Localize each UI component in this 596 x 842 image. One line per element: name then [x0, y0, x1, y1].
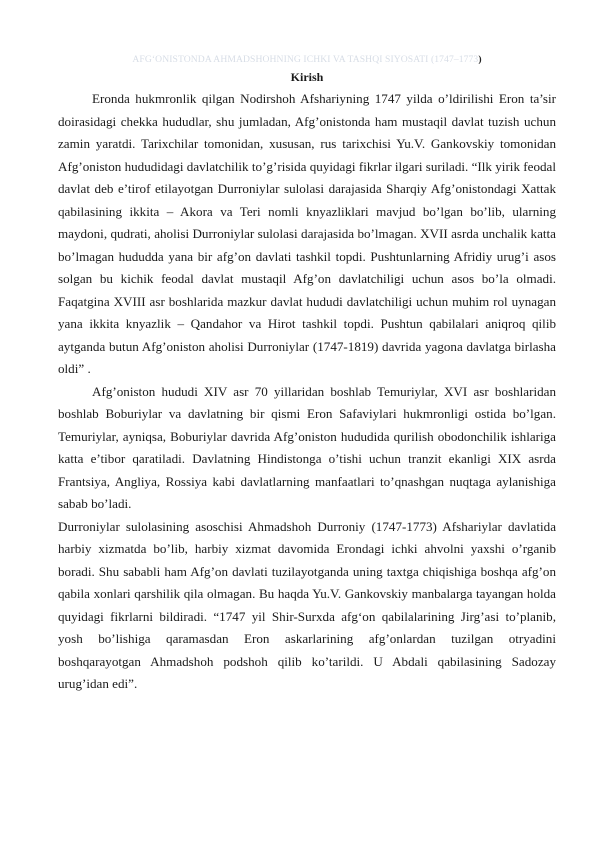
paragraph-1: Eronda hukmronlik qilgan Nodirshoh Afshariyning 1747 yilda o’ldirilishi Eron ta’sir doirasidagi chekka hududlar, shu jumladan, Afg’onistonda ham mustaqil davlat tuzish uchun zamin yaratdi. Tarixchilar tomonidan, xususan, rus tarixchisi Yu.V. Gankovskiy tomonidan Afg’oniston hududidagi davlatchilik to’g’risida quyidagi fikrlar ilgari suriladi. “Ilk yirik feodal davlat deb e’tirof etilayotgan Durroniylar sulolasi darajasida Sharqiy Afg’onistondagi Xattak qabilasining ikkita – Akora va Teri nomli knyazliklari mavjud bo’lgan bo’lib, ularning maydoni, qudrati, aholisi Durroniylar sulolasi darajasida bo’lmagan. XVII asrda unchalik katta bo’lmagan hududda yana bir afg’on davlati tashkil topdi. Pushtunlarning Afridiy urug’i asos solgan bu kichik feodal davlat mustaqil Afg’on davlatchiligi uchun asos bo’la olmadi. Faqatgina XVIII asr boshlarida mazkur davlat hududi davlatchiligi uchun muhim rol uynagan yana ikkita knyazlik – Qandahor va Hirot tashkil topdi. Pushtun qabilalari aniqroq qilib aytganda butun Afg’oniston aholisi Durroniylar (1747-1819) davrida yagona davlatga birlasha oldi” . — [58, 91, 556, 376]
section-heading: Kirish — [290, 70, 324, 84]
document-page — [58, 52, 556, 696]
document-title-close: ) — [478, 54, 482, 65]
paragraph-3: Durroniylar sulolasining asoschisi Ahmadshoh Durroniy (1747-1773) Afshariylar davlatida harbiy xizmatda bo’lib, harbiy xizmat davomida Erondagi ichki ahvolni yaxshi o’rganib boradi. Shu sababli ham Afg’on davlati tuzilayotganda uning taxtga chiqishiga boshqa afg’on qabila xonlari qarshilik qila olmagan. Bu haqda Yu.V. Gankovskiy manbalarga tayangan holda quyidagi fikrlarni bildiradi. “1747 yil Shir-Surxda afg‘on qabilalarining Jirg’asi to’planib, yosh bo’lishiga qaramasdan Eron askarlarining afg’onlardan tuzilgan otryadini boshqarayotgan Ahmadshoh podshoh qilib ko’tarildi. U Abdali qabilasining Sadozay urug’idan edi”. — [58, 518, 556, 691]
document-title-text: AFG‘ONISTONDA AHMADSHOHNING ICHKI VA TASHQI SIYOSATI (1747–1773 — [132, 54, 479, 65]
document-title — [58, 52, 556, 68]
paragraph-2: Afg’oniston hududi XIV asr 70 yillaridan boshlab Temuriylar, XVI asr boshlaridan boshlab Boburiylar va davlatning bir qismi Eron Safaviylari hukmronligi ostida bo’lgan. Temuriylar, ayniqsa, Boburiylar davrida Afg’oniston hududida qurilish obodonchilik ishlariga katta e’tibor qaratiladi. Davlatning Hindistonga o’tishi uchun tranzit ekanligi XIX asrda Frantsiya, Angliya, Rossiya kabi davlatlarning manfaatlari to’qnashgan nuqtaga aylanishiga sabab bo’ladi. — [58, 383, 556, 511]
